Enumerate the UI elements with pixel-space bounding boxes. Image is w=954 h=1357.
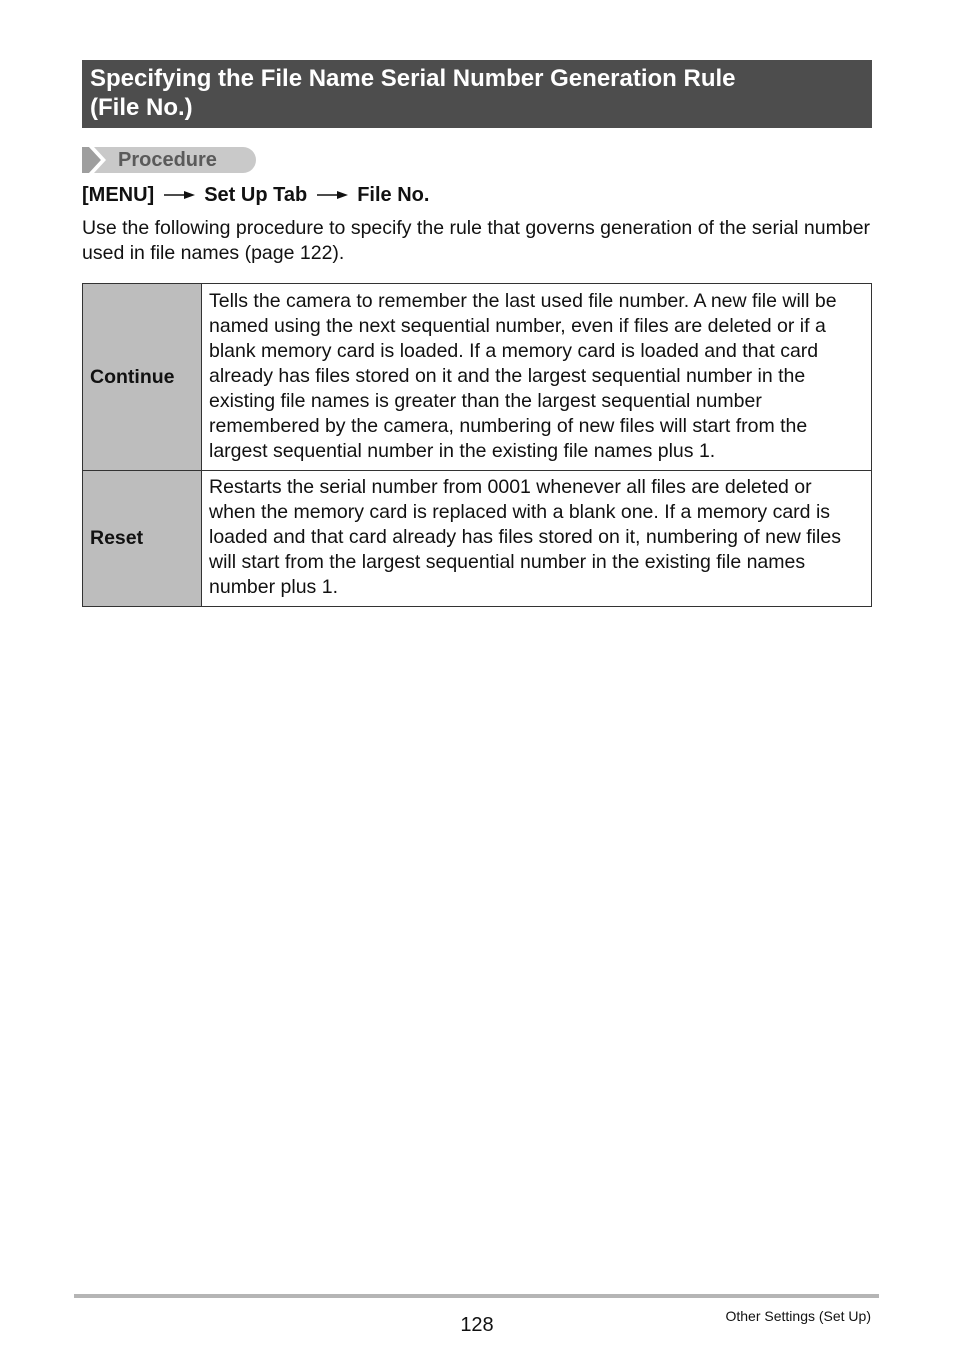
menu-path-step-file-no: File No. (357, 184, 430, 206)
intro-paragraph: Use the following procedure to specify the rule that governs generation of the serial number used in file names (page 122). (82, 217, 871, 264)
chevron-right-icon (82, 147, 106, 173)
menu-path (82, 183, 429, 207)
menu-path-step-menu: [MENU] (82, 184, 155, 206)
option-description: Restarts the serial number from 0001 whenever all files are deleted or when the memory card is replaced with a blank one. If a memory card is loaded and that card already has files stored on it, numbering of new files will start from the largest sequential number in the existing file names number plus 1. (202, 471, 872, 607)
menu-path-step-setup-tab: Set Up Tab (204, 184, 308, 206)
section-title-bar (82, 60, 872, 128)
page-title (90, 64, 864, 122)
options-table (82, 283, 872, 607)
option-name: Reset (83, 471, 202, 607)
page-title-line1: Specifying the File Name Serial Number Generation Rule (90, 65, 736, 92)
footer-divider (74, 1294, 879, 1298)
page-title-line2: (File No.) (90, 94, 193, 121)
right-arrow-icon (164, 190, 196, 200)
option-description: Tells the camera to remember the last used file number. A new file will be named using the next sequential number, even if files are deleted or if a blank memory card is loaded. If a memory card is loaded and that card already has files stored on it and the largest sequential number in the existing file names is greater than the largest sequential number remembered by the camera, numbering of new files will start from the largest sequential number in the existing file names plus 1. (202, 284, 872, 471)
footer-section-name: Other Settings (Set Up) (725, 1308, 871, 1324)
table-row (83, 284, 872, 471)
page-number: 128 (460, 1314, 494, 1336)
procedure-label: Procedure (118, 149, 217, 171)
procedure-badge (82, 147, 256, 173)
option-name: Continue (83, 284, 202, 471)
right-arrow-icon (317, 190, 349, 200)
table-row (83, 471, 872, 607)
